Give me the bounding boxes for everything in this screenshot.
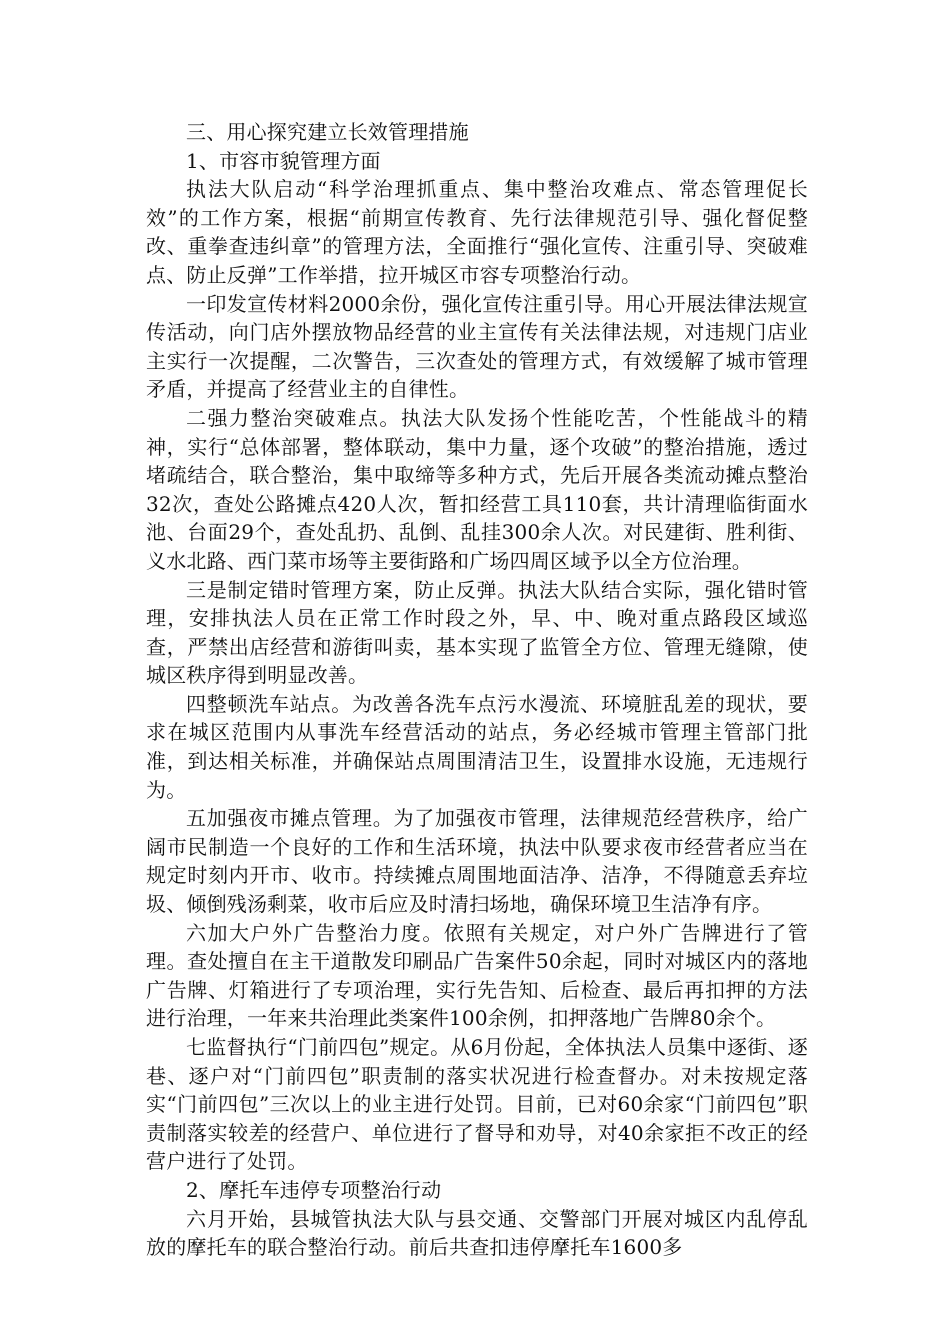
subsection-heading-1: 1、市容市貌管理方面 (186, 148, 381, 173)
section-heading: 三、用心探究建立长效管理措施 (186, 120, 469, 144)
subsection-heading-2: 2、摩托车违停专项整治行动 (186, 1177, 442, 1202)
body-paragraph: 六加大户外广告整治力度。依照有关规定，对户外广告牌进行了管理。查处擅自在主干道散发印刷品广告案件50余起，同时对城区内的落地广告牌、灯箱进行了专项治理，实行先告知、后检查、最后再扣押的方法进行治理，一年来共治理此类案件100余例，扣押落地广告牌80余个。 (146, 920, 808, 1031)
body-paragraph: 执法大队启动“科学治理抓重点、集中整治攻难点、常态管理促长效”的工作方案，根据“前期宣传教育、先行法律规范引导、强化督促整改、重拳查违纠章”的管理方法，全面推行“强化宣传、注重引导、突破难点、防止反弹”工作举措，拉开城区市容专项整治行动。 (146, 177, 808, 287)
body-paragraph: 五加强夜市摊点管理。为了加强夜市管理，法律规范经营秩序，给广阔市民制造一个良好的工作和生活环境，执法中队要求夜市经营者应当在规定时刻内开市、收市。持续摊点周围地面洁净、洁净，不得随意丢弃垃圾、倾倒残汤剩菜，收市后应及时清扫场地，确保环境卫生洁净有序。 (146, 806, 808, 917)
body-paragraph: 七监督执行“门前四包”规定。从6月份起，全体执法人员集中逐街、逐巷、逐户对“门前四包”职责制的落实状况进行检查督办。对未按规定落实“门前四包”三次以上的业主进行处罚。目前，已对60余家“门前四包”职责制落实较差的经营户、单位进行了督导和劝导，对40余家拒不改正的经营户进行了处罚。 (146, 1035, 808, 1174)
body-paragraph: 二强力整治突破难点。执法大队发扬个性能吃苦，个性能战斗的精神，实行“总体部署，整体联动，集中力量，逐个攻破”的整治措施，透过堵疏结合，联合整治，集中取缔等多种方式，先后开展各类流动摊点整治32次，查处公路摊点420人次，暂扣经营工具110套，共计清理临街面水池、台面29个，查处乱扔、乱倒、乱挂300余人次。对民建街、胜利街、义水北路、西门菜市场等主要街路和广场四周区域予以全方位治理。 (146, 405, 808, 573)
document-page (146, 118, 808, 1262)
body-paragraph: 四整顿洗车站点。为改善各洗车点污水漫流、环境脏乱差的现状，要求在城区范围内从事洗车经营活动的站点，务必经城市管理主管部门批准，到达相关标准，并确保站点周围清洁卫生，设置排水设施，无违规行为。 (146, 691, 808, 802)
body-paragraph: 六月开始，县城管执法大队与县交通、交警部门开展对城区内乱停乱放的摩托车的联合整治行动。前后共查扣违停摩托车1600多 (146, 1206, 808, 1260)
body-paragraph: 一印发宣传材料2000余份，强化宣传注重引导。用心开展法律法规宣传活动，向门店外摆放物品经营的业主宣传有关法律法规，对违规门店业主实行一次提醒，二次警告，三次查处的管理方式，有效缓解了城市管理矛盾，并提高了经营业主的自律性。 (146, 291, 808, 402)
body-paragraph: 三是制定错时管理方案，防止反弹。执法大队结合实际，强化错时管理，安排执法人员在正常工作时段之外，早、中、晚对重点路段区域巡查，严禁出店经营和游街叫卖，基本实现了监管全方位、管理无缝隙，使城区秩序得到明显改善。 (146, 577, 808, 688)
